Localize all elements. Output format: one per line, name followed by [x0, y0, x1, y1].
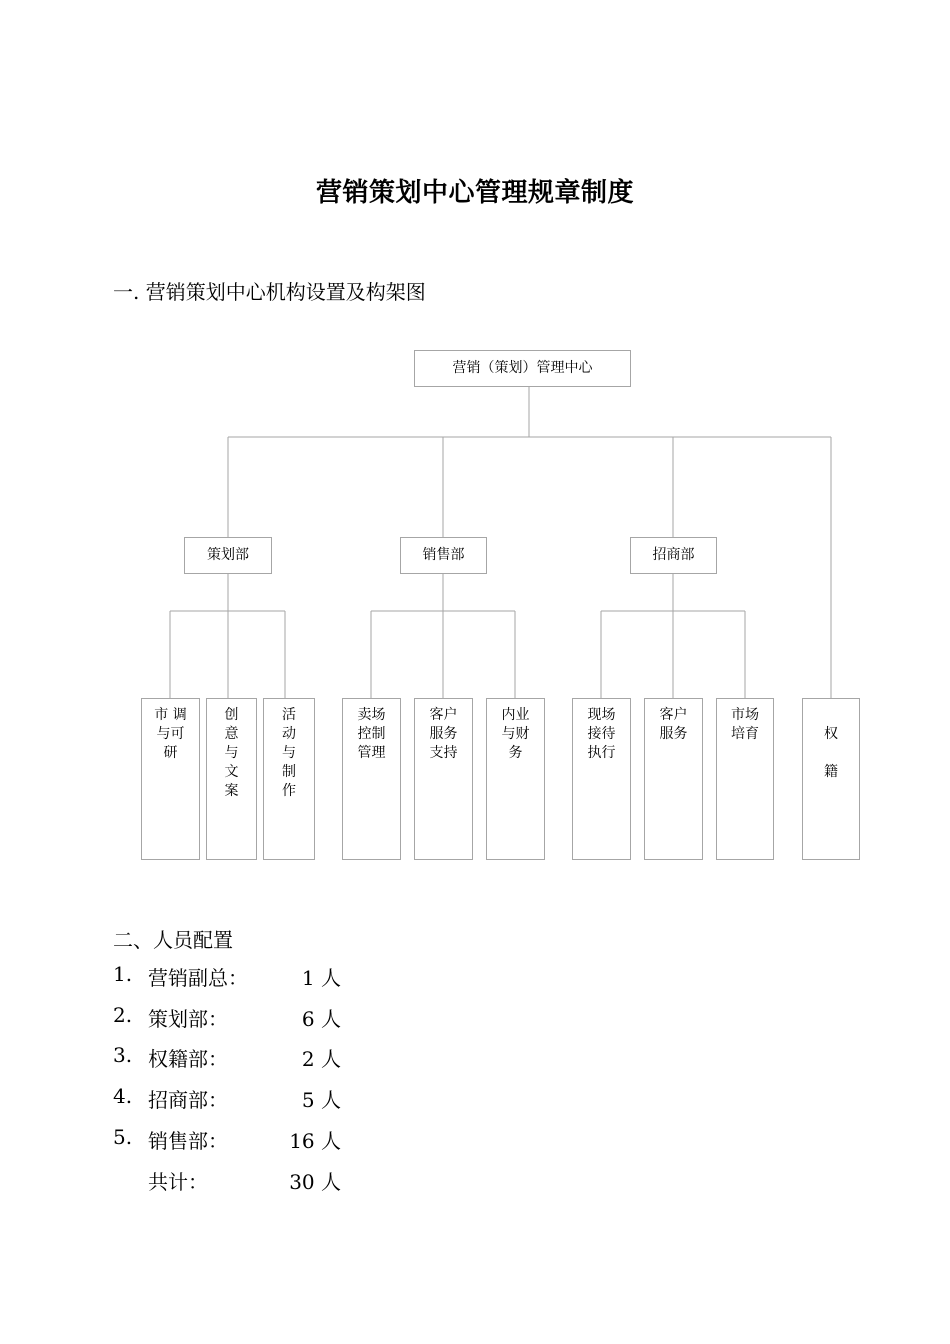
org-node-unit-line: 服务: [659, 726, 688, 742]
section-heading-staffing: 二、人员配置: [113, 928, 233, 952]
org-node-unit-store-control: [342, 698, 401, 860]
staffing-item-value: 2 人: [301, 1047, 341, 1071]
staffing-item-label: 销售部：: [148, 1129, 228, 1153]
org-node-unit-customer-support: [414, 698, 473, 860]
org-node-unit-finance: [486, 698, 545, 860]
org-node-unit-line: 卖场: [357, 707, 386, 723]
org-node-unit-events: [263, 698, 315, 860]
staffing-total-value: 30 人: [289, 1170, 341, 1194]
org-node-unit-line: 培育: [731, 726, 759, 742]
org-node-unit-line: 文: [224, 764, 239, 780]
org-node-unit-line: 意: [224, 726, 239, 742]
org-node-unit-title-deeds: [802, 698, 860, 860]
org-node-unit-creative: [206, 698, 257, 860]
org-node-dept-label: 销售部: [422, 547, 465, 563]
org-node-dept-planning: [184, 537, 272, 574]
org-node-root-label: 营销（策划）管理中心: [452, 360, 593, 376]
org-node-unit-line: 作: [282, 783, 296, 799]
org-node-unit-line: 现场: [587, 707, 616, 723]
org-node-unit-market-research: [141, 698, 200, 860]
org-node-unit-line: 与财: [501, 726, 530, 742]
org-node-unit-line: 客户: [429, 707, 458, 723]
org-node-unit-line: 执行: [587, 745, 616, 761]
org-node-unit-line: 籍: [824, 764, 838, 780]
org-node-unit-line: 市 调: [154, 707, 187, 723]
staffing-total-label: 共计：: [148, 1170, 208, 1194]
org-node-unit-line: 与: [224, 745, 239, 761]
org-node-unit-line: 服务: [429, 726, 458, 742]
staffing-item-value: 6 人: [301, 1007, 341, 1031]
org-node-unit-line: 与: [282, 745, 296, 761]
org-node-root: [414, 350, 631, 387]
staffing-item-number: 3.: [113, 1043, 133, 1067]
org-node-unit-market-cultivation: [716, 698, 774, 860]
org-node-dept-investment: [630, 537, 717, 574]
staffing-item-number: 5.: [113, 1125, 133, 1149]
org-node-dept-label: 招商部: [652, 547, 695, 563]
staffing-item-number: 2.: [113, 1003, 133, 1027]
staffing-item-value: 5 人: [301, 1088, 341, 1112]
org-node-unit-line: 与可: [156, 726, 185, 742]
org-node-unit-line: [803, 744, 859, 763]
org-node-unit-line: 客户: [659, 707, 688, 723]
org-node-unit-line: 控制: [357, 726, 386, 742]
staffing-item-value: 16 人: [289, 1129, 341, 1153]
org-node-unit-line: 活: [282, 707, 296, 723]
org-node-unit-line: 内业: [501, 707, 530, 723]
org-node-unit-line: 创: [224, 707, 239, 723]
org-node-unit-line: 市场: [731, 707, 759, 723]
staffing-item-number: 4.: [113, 1084, 133, 1108]
org-node-unit-line: 研: [163, 745, 178, 761]
org-node-unit-line: 制: [282, 764, 296, 780]
staffing-item-label: 权籍部：: [148, 1047, 228, 1071]
org-node-unit-customer-service: [644, 698, 703, 860]
staffing-item-label: 策划部：: [148, 1007, 228, 1031]
org-node-dept-label: 策划部: [207, 547, 249, 563]
org-node-unit-line: 接待: [587, 726, 616, 742]
org-node-unit-line: 权: [824, 726, 838, 742]
staffing-item-label: 招商部：: [148, 1088, 228, 1112]
page-title: 营销策划中心管理规章制度: [315, 178, 634, 208]
org-node-unit-line: 案: [224, 783, 239, 799]
staffing-item-value: 1 人: [301, 966, 341, 990]
org-node-unit-reception: [572, 698, 631, 860]
org-node-unit-line: 务: [508, 745, 523, 761]
staffing-item-number: 1.: [113, 962, 133, 986]
org-node-unit-line: 支持: [429, 745, 458, 761]
section-heading-org-chart: 一. 营销策划中心机构设置及构架图: [113, 280, 426, 304]
staffing-item-label: 营销副总：: [148, 966, 248, 990]
org-node-unit-line: 动: [282, 726, 296, 742]
org-node-dept-sales: [400, 537, 487, 574]
org-node-unit-line: 管理: [357, 745, 386, 761]
